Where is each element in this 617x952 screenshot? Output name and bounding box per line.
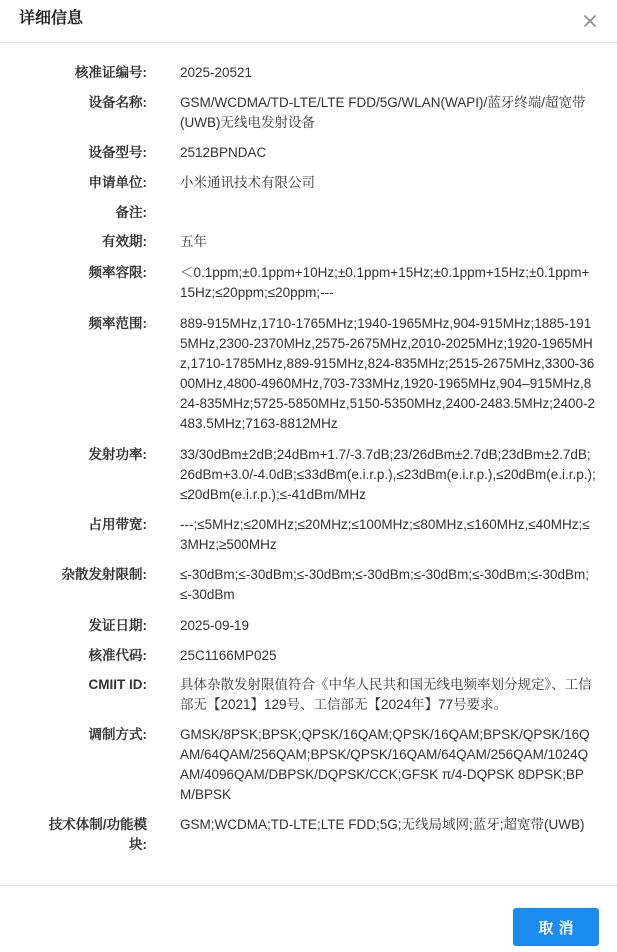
- row-technology-module: [0, 815, 617, 859]
- value-frequency-range: 889-915MHz,1710-1765MHz;1940-1965MHz,904-915MHz;1885-1915MHz,2300-2370MHz,2575-2675MHz,2010-2025MHz;1920-1965MHz,1710-1785MHz,889-915MHz,824-835MHz;2515-2675MHz,3300-3600MHz,4800-4960MHz,703-733MHz,1920-1965MHz,904–915MHz,824-835MHz;5725-5850MHz,5150-5350MHz,2400-2483.5MHz;2400-2483.5MHz;7163-8812MHz: [180, 316, 595, 431]
- value-approval-code: 25C1166MP025: [180, 648, 277, 663]
- row-frequency-range: [0, 314, 617, 445]
- label-issue-date: 发证日期:: [88, 618, 147, 633]
- value-occupied-bandwidth: ---;≤5MHz;≤20MHz;≤20MHz;≤100MHz;≤80MHz,≤160MHz,≤40MHz;≤3MHz;≥500MHz: [180, 517, 590, 552]
- label-remarks: 备注:: [115, 205, 147, 220]
- label-technology-module: 技术体制/功能模块:: [48, 817, 147, 852]
- value-device-model: 2512BPNDAC: [180, 145, 267, 160]
- row-spurious-emission-limit: [0, 565, 617, 616]
- value-frequency-tolerance: ＜0.1ppm;±0.1ppm+10Hz;±0.1ppm+15Hz;±0.1ppm+15Hz;±0.1ppm+15Hz;≤20ppm;≤20ppm;---: [180, 265, 590, 300]
- label-spurious-emission-limit: 杂散发射限制:: [61, 567, 147, 582]
- row-device-model: [0, 143, 617, 173]
- label-occupied-bandwidth: 占用带宽:: [88, 517, 147, 532]
- value-applicant: 小米通讯技术有限公司: [180, 175, 315, 190]
- label-device-name: 设备名称:: [88, 95, 147, 110]
- detail-list: [0, 63, 617, 859]
- dialog-header: [0, 0, 617, 43]
- row-cmiit-id: [0, 675, 617, 725]
- value-transmit-power: 33/30dBm±2dB;24dBm+1.7/-3.7dB;23/26dBm±2.7dB;23dBm±2.7dB;26dBm+3.0/-4.0dB;≤33dBm(e.i.r.p.),≤23dBm(e.i.r.p.),≤20dBm(e.i.r.p.);≤20dBm(e.i.r.p.);≤-41dBm/MHz: [180, 447, 596, 502]
- row-transmit-power: [0, 445, 617, 515]
- value-validity: 五年: [180, 234, 207, 249]
- value-technology-module: GSM;WCDMA;TD-LTE;LTE FDD;5G;无线局域网;蓝牙;超宽带(UWB): [180, 817, 585, 832]
- dialog-title: 详细信息: [19, 10, 84, 27]
- value-approval-number: 2025-20521: [180, 65, 253, 80]
- close-icon[interactable]: [579, 10, 601, 32]
- row-modulation: [0, 725, 617, 815]
- value-modulation: GMSK/8PSK;BPSK;QPSK/16QAM;QPSK/16QAM;BPSK/QPSK/16QAM/64QAM/256QAM;BPSK/QPSK/16QAM/64QAM/256QAM/1024QAM/4096QAM/DBPSK/DQPSK/CCK;GFSK π/4-DQPSK 8DPSK;BPM/BPSK: [180, 727, 590, 802]
- value-spurious-emission-limit: ≤-30dBm;≤-30dBm;≤-30dBm;≤-30dBm;≤-30dBm;≤-30dBm;≤-30dBm;≤-30dBm: [180, 567, 590, 602]
- row-validity: [0, 232, 617, 263]
- label-device-model: 设备型号:: [88, 145, 147, 160]
- label-transmit-power: 发射功率:: [88, 447, 147, 462]
- row-device-name: [0, 93, 617, 143]
- row-occupied-bandwidth: [0, 515, 617, 565]
- row-frequency-tolerance: [0, 263, 617, 314]
- row-approval-number: [0, 63, 617, 93]
- cancel-button[interactable]: 取消: [513, 908, 599, 946]
- value-cmiit-id: 具体杂散发射限值符合《中华人民共和国无线电频率划分规定》、工信部无【2021】129号、工信部无【2024年】77号要求。: [180, 677, 592, 712]
- row-approval-code: [0, 646, 617, 675]
- label-applicant: 申请单位:: [88, 175, 147, 190]
- label-modulation: 调制方式:: [88, 727, 147, 742]
- label-validity: 有效期:: [102, 234, 147, 249]
- dialog-footer: [0, 885, 617, 952]
- label-approval-number: 核准证编号:: [75, 65, 147, 80]
- label-frequency-range: 频率范围:: [88, 316, 147, 331]
- label-frequency-tolerance: 频率容限:: [88, 265, 147, 280]
- row-remarks: [0, 203, 617, 232]
- label-cmiit-id: CMIIT ID:: [88, 677, 147, 692]
- label-approval-code: 核准代码:: [88, 648, 147, 663]
- row-applicant: [0, 173, 617, 203]
- value-issue-date: 2025-09-19: [180, 618, 250, 633]
- row-issue-date: [0, 616, 617, 646]
- value-device-name: GSM/WCDMA/TD-LTE/LTE FDD/5G/WLAN(WAPI)/蓝牙终端/超宽带(UWB)无线电发射设备: [180, 95, 586, 130]
